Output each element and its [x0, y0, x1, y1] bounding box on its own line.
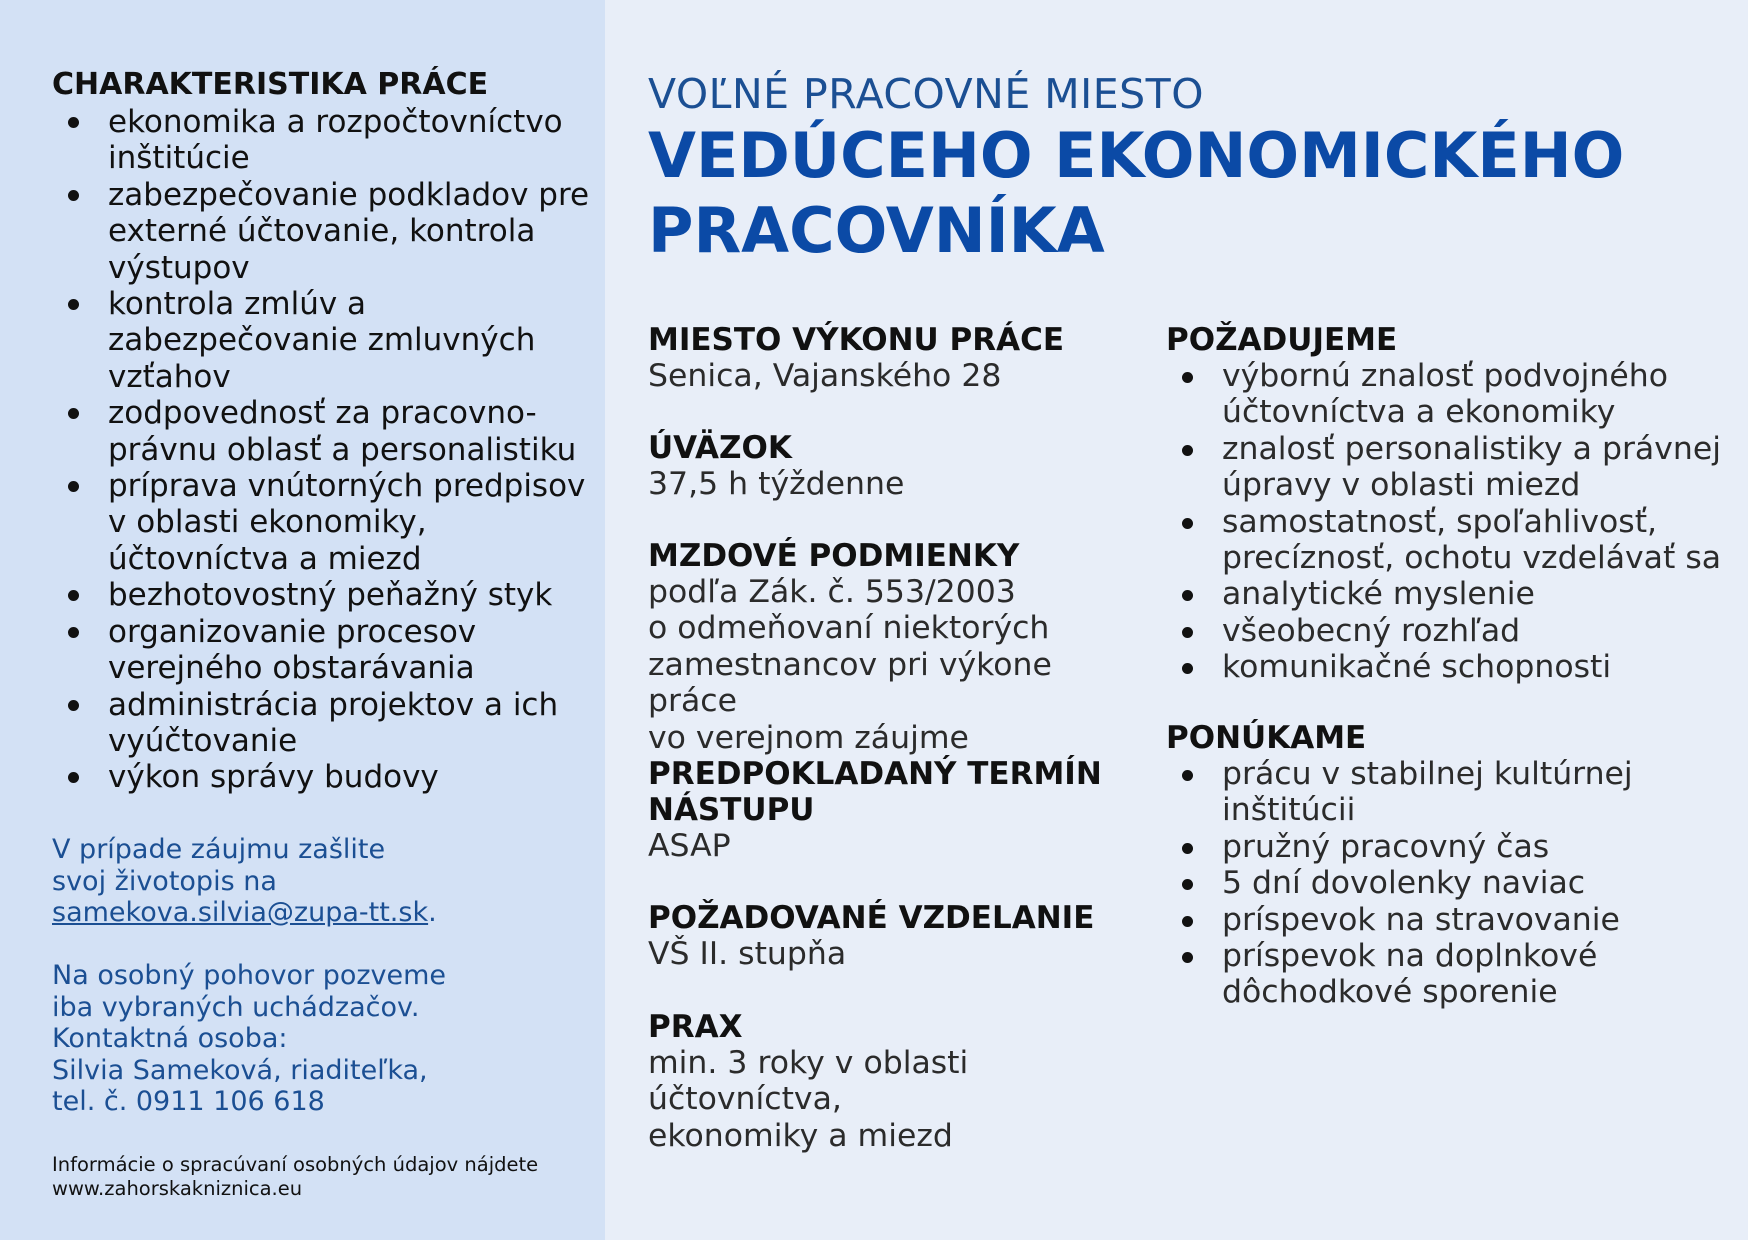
headline-title — [648, 118, 1728, 268]
experience-section — [648, 1009, 1148, 1154]
contact-details — [52, 960, 592, 1118]
section-title: NÁSTUPU — [648, 792, 815, 828]
contact-person-name: Silvia Sameková, riaditeľka, — [52, 1054, 428, 1086]
requirements-list — [1166, 358, 1736, 686]
section-value: min. 3 roky v oblasti účtovníctva, — [648, 1045, 969, 1118]
headline-line: PRACOVNÍKA — [648, 194, 1105, 267]
list-item: zodpovednosť za pracovno-právnu oblasť a personalistiku — [52, 395, 592, 468]
section-value: o odmeňovaní niektorých — [648, 610, 1050, 647]
list-item: analytické myslenie — [1166, 576, 1736, 612]
section-title: MIESTO VÝKONU PRÁCE — [648, 322, 1065, 358]
list-item: komunikačné schopnosti — [1166, 649, 1736, 685]
section-title: POŽADOVANÉ VZDELANIE — [648, 900, 1095, 936]
list-item: všeobecný rozhľad — [1166, 613, 1736, 649]
list-item: výbornú znalosť podvojného účtovníctva a ekonomiky — [1166, 358, 1736, 431]
section-title: PONÚKAME — [1166, 720, 1367, 756]
list-item: výkon správy budovy — [52, 759, 592, 795]
privacy-website: www.zahorskakniznica.eu — [52, 1176, 303, 1200]
list-item: zabezpečovanie podkladov pre externé účtovanie, kontrola výstupov — [52, 177, 592, 286]
list-item: organizovanie procesov verejného obstarávania — [52, 614, 592, 687]
section-title: PREDPOKLADANÝ TERMÍN — [648, 756, 1102, 792]
section-title: MZDOVÉ PODMIENKY — [648, 538, 1020, 574]
wage-section — [648, 538, 1148, 756]
email-suffix: . — [428, 897, 437, 929]
list-item: príspevok na stravovanie — [1166, 902, 1736, 938]
offers-section — [1166, 720, 1736, 1011]
section-value: zamestnancov pri výkone práce — [648, 646, 1052, 720]
list-item: kontrola zmlúv a zabezpečovanie zmluvných vzťahov — [52, 286, 592, 395]
list-item: administrácia projektov a ich vyúčtovanie — [52, 687, 592, 760]
section-value: VŠ II. stupňa — [648, 936, 847, 972]
section-value: 37,5 h týždenne — [648, 466, 905, 502]
section-value: ekonomiky a miezd — [648, 1117, 953, 1154]
contact-email-link[interactable]: samekova.silvia@zupa-tt.sk — [52, 897, 429, 929]
list-item: prácu v stabilnej kultúrnej inštitúcii — [1166, 756, 1736, 829]
list-item: znalosť personalistiky a právnej úpravy v oblasti miezd — [1166, 431, 1736, 504]
education-section — [648, 900, 1148, 972]
requirements-section — [1166, 322, 1736, 686]
interview-line: iba vybraných uchádzačov. — [52, 991, 420, 1023]
place-section — [648, 322, 1148, 394]
offers-list — [1166, 756, 1736, 1011]
section-value: Senica, Vajanského 28 — [648, 358, 1002, 394]
contact-phone: tel. č. 0911 106 618 — [52, 1086, 325, 1118]
privacy-line: Informácie o spracúvaní osobných údajov nájdete — [52, 1153, 539, 1176]
contact-person-label: Kontaktná osoba: — [52, 1023, 288, 1055]
workload-section — [648, 430, 1148, 502]
list-item: 5 dní dovolenky naviac — [1166, 865, 1736, 901]
application-instructions — [52, 834, 592, 929]
job-characteristics-list — [52, 104, 592, 796]
contact-intro-line: svoj životopis na — [52, 865, 277, 897]
section-title: POŽADUJEME — [1166, 322, 1398, 358]
section-value: vo verejnom záujme — [648, 719, 969, 756]
list-item: príprava vnútorných predpisov v oblasti ekonomiky, účtovníctva a miezd — [52, 468, 592, 577]
list-item: príspevok na doplnkové dôchodkové sporenie — [1166, 938, 1736, 1011]
section-value: ASAP — [648, 828, 731, 864]
section-value: podľa Zák. č. 553/2003 — [648, 574, 1016, 610]
interview-line: Na osobný pohovor pozveme — [52, 960, 447, 991]
contact-email-line — [52, 897, 592, 929]
headline-line: VEDÚCEHO EKONOMICKÉHO — [648, 119, 1625, 192]
list-item: bezhotovostný peňažný styk — [52, 577, 592, 613]
section-title: PRAX — [648, 1009, 743, 1045]
start-date-section — [648, 756, 1148, 864]
list-item: pružný pracovný čas — [1166, 829, 1736, 865]
headline-subtitle: VOĽNÉ PRACOVNÉ MIESTO — [648, 70, 1204, 118]
section-title: ÚVÄZOK — [648, 430, 792, 466]
contact-intro-line: V prípade záujmu zašlite — [52, 834, 386, 865]
job-characteristics-title: CHARAKTERISTIKA PRÁCE — [52, 67, 489, 102]
privacy-note — [52, 1153, 592, 1200]
list-item: samostatnosť, spoľahlivosť, precíznosť, ochotu vzdelávať sa — [1166, 504, 1736, 577]
list-item: ekonomika a rozpočtovníctvo inštitúcie — [52, 104, 592, 177]
